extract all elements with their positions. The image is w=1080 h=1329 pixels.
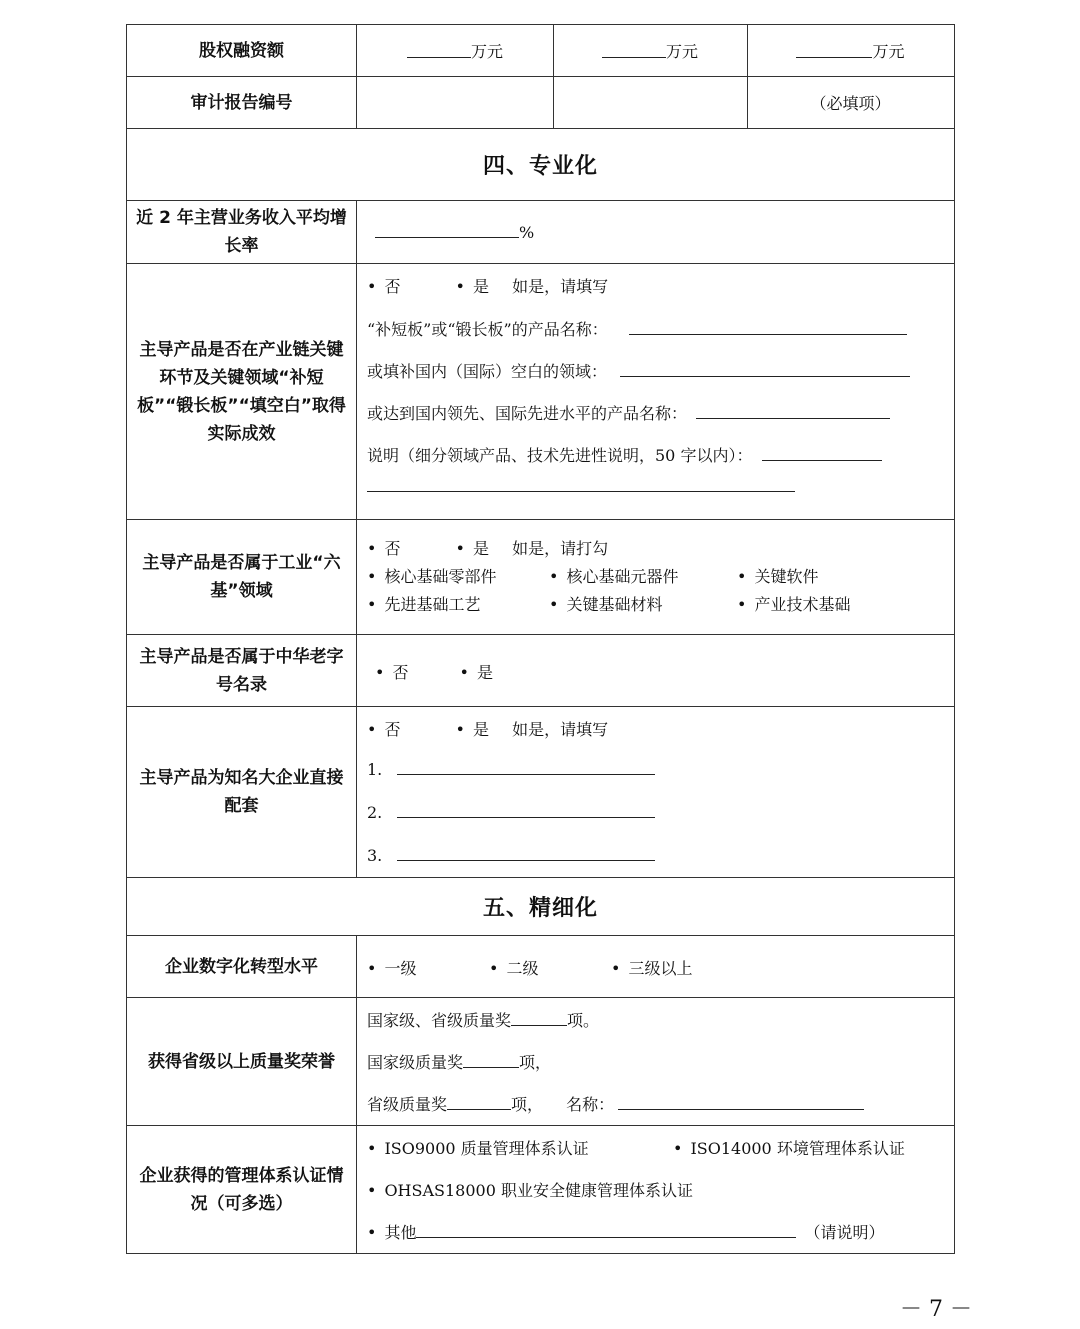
other-certification-option[interactable]: • 其他 [367,1223,417,1242]
bullet-icon: • [367,539,377,558]
audit-field-1[interactable] [357,77,553,128]
digital-level-1-option[interactable]: • 一级 [367,959,417,978]
unit-label: 万元 [665,42,698,61]
equity-field-1[interactable] [357,25,553,76]
bullet-icon: • [367,595,377,614]
bullet-icon: • [367,1139,377,1158]
if-yes-instruction: 如是，请填写 [512,720,609,739]
if-yes-instruction: 如是，请填写 [512,277,609,296]
gap-field-label: 或填补国内（国际）空白的领域： [367,362,608,381]
audit-report-label: 审计报告编号 [127,77,357,128]
six-base-label: 主导产品是否属于工业“六基”领域 [127,520,357,634]
page-number: － 7 － [900,1297,972,1322]
bullet-icon: • [375,663,385,682]
short-board-label: “补短板”或“锻长板”的产品名称： [367,320,608,339]
list-item-number: 3. [367,846,383,865]
major-enterprise-supplier-row [127,707,954,878]
equity-financing-label: 股权融资额 [127,25,357,76]
six-base-option-industrial-tech[interactable]: • 产业技术基础 [737,595,851,614]
leading-product-label: 或达到国内领先、国际先进水平的产品名称： [367,404,688,423]
growth-rate-row [127,201,954,264]
bullet-icon: • [367,1181,377,1200]
digital-transformation-label: 企业数字化转型水平 [127,936,357,997]
bullet-icon: • [367,720,377,739]
digital-level-2-option[interactable]: • 二级 [489,959,539,978]
supplier-field-1[interactable] [397,760,655,775]
option-no[interactable]: • 否 [375,663,409,682]
bullet-icon: • [549,595,559,614]
required-note: （必填项） [810,94,891,113]
bullet-icon: • [673,1139,683,1158]
unit-label: 万元 [872,42,905,61]
option-no[interactable]: • 否 [367,720,401,739]
time-honored-brand-label: 主导产品是否属于中华老字号名录 [127,635,357,706]
enterprise-form-table [126,24,955,1254]
option-yes[interactable]: • 是 [455,720,489,739]
quality-award-count-field[interactable] [511,1011,567,1026]
list-item-number: 2. [367,803,383,822]
audit-required-cell[interactable] [747,77,954,128]
management-certification-row: 企业获得的管理体系认证情况（可多选） • ISO9000 质量管理体系认证 • ISO14000 环境管理体系认证 • OHSAS18000 职业安全健康管理体系认证 • 其他 （请说明） [127,1126,954,1254]
national-award-count-field[interactable] [463,1053,519,1068]
major-enterprise-supplier-label: 主导产品为知名大企业直接配套 [127,707,357,877]
six-base-option-key-software[interactable]: • 关键软件 [737,567,819,586]
digital-transformation-row [127,936,954,998]
section-5-title: 五、精细化 [127,878,954,936]
award-name-field[interactable] [618,1095,864,1110]
six-base-option-key-materials[interactable]: • 关键基础材料 [549,595,663,614]
bullet-icon: • [611,959,621,978]
time-honored-brand-row [127,635,954,707]
option-no[interactable]: • 否 [367,277,401,296]
iso14000-option[interactable]: • ISO14000 环境管理体系认证 [673,1139,905,1158]
short-board-field[interactable] [629,320,907,335]
unit-label: 万元 [470,42,503,61]
gap-field[interactable] [620,362,910,377]
audit-report-row [127,77,954,129]
description-label: 说明（细分领域产品、技术先进性说明，50 字以内）： [367,446,753,465]
equity-financing-row [127,24,954,77]
bullet-icon: • [737,595,747,614]
bullet-icon: • [367,1223,377,1242]
bullet-icon: • [367,567,377,586]
bullet-icon: • [489,959,499,978]
six-base-option-core-parts[interactable]: • 核心基础零部件 [367,567,497,586]
description-field-1[interactable] [762,446,882,461]
ohsas18000-option[interactable]: • OHSAS18000 职业安全健康管理体系认证 [367,1181,693,1200]
equity-field-2[interactable] [553,25,747,76]
audit-field-2[interactable] [553,77,747,128]
if-yes-instruction: 如是，请打勾 [512,539,609,558]
bullet-icon: • [367,277,377,296]
list-item-number: 1. [367,760,383,779]
bullet-icon: • [367,959,377,978]
supplier-field-2[interactable] [397,803,655,818]
quality-award-row: 获得省级以上质量奖荣誉 国家级、省级质量奖 项。 国家级质量奖 项， 省级质量奖 项， 名称： [127,998,954,1126]
option-yes[interactable]: • 是 [455,277,489,296]
six-base-row [127,520,954,635]
digital-level-3-option[interactable]: • 三级以上 [611,959,693,978]
bullet-icon: • [459,663,469,682]
growth-rate-field[interactable] [375,223,534,242]
section-4-title: 四、专业化 [127,129,954,201]
six-base-option-core-components[interactable]: • 核心基础元器件 [549,567,679,586]
equity-field-3[interactable] [747,25,954,76]
provincial-award-count-field[interactable] [447,1095,511,1110]
growth-rate-label: 近 2 年主营业务收入平均增长率 [127,201,357,263]
description-field-2[interactable] [367,477,795,492]
supplier-field-3[interactable] [397,846,655,861]
bullet-icon: • [549,567,559,586]
industrial-chain-row [127,264,954,520]
option-no[interactable]: • 否 [367,539,401,558]
six-base-option-advanced-process[interactable]: • 先进基础工艺 [367,595,481,614]
other-certification-field[interactable] [416,1223,796,1238]
option-yes[interactable]: • 是 [459,663,493,682]
bullet-icon: • [737,567,747,586]
percent-sign: % [519,223,535,242]
leading-product-field[interactable] [696,404,890,419]
bullet-icon: • [455,539,465,558]
iso9000-option[interactable]: • ISO9000 质量管理体系认证 [367,1139,589,1158]
bullet-icon: • [455,277,465,296]
bullet-icon: • [455,720,465,739]
management-certification-label: 企业获得的管理体系认证情况（可多选） [127,1126,357,1253]
quality-award-label: 获得省级以上质量奖荣誉 [127,998,357,1125]
option-yes[interactable]: • 是 [455,539,489,558]
industrial-chain-label: 主导产品是否在产业链关键环节及关键领域“补短板”“锻长板”“填空白”取得实际成效 [127,264,357,519]
